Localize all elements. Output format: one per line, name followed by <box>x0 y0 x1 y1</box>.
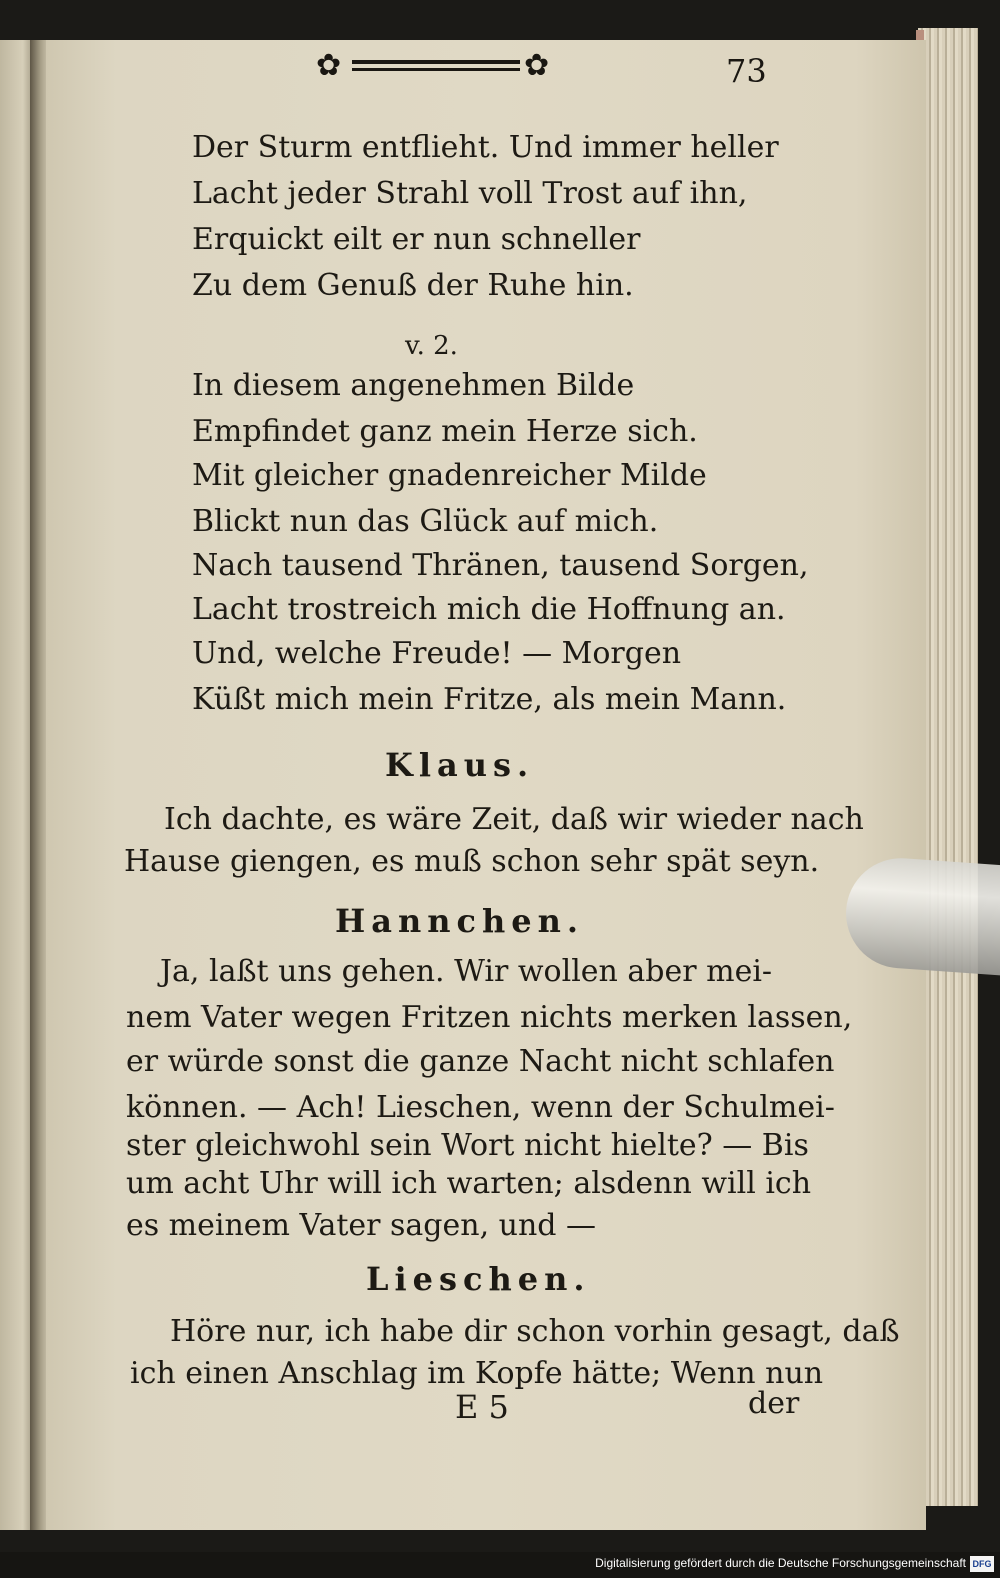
prose-line: nem Vater wegen Fritzen nichts merken lassen, <box>126 1000 853 1035</box>
ornament-rule <box>352 68 520 71</box>
verse-line: Mit gleicher gnadenreicher Milde <box>192 458 707 493</box>
verse-line: Der Sturm entflieht. Und immer heller <box>192 130 779 165</box>
prose-line: ster gleichwohl sein Wort nicht hielte? — Bis <box>126 1128 809 1163</box>
prose-line: Höre nur, ich habe dir schon vorhin gesagt, daß <box>170 1314 900 1349</box>
verse-number: v. 2. <box>405 331 458 361</box>
header-ornament <box>316 48 556 84</box>
prose-line: ich einen Anschlag im Kopfe hätte; Wenn nun <box>130 1356 824 1391</box>
prose-line: es meinem Vater sagen, und — <box>126 1208 597 1243</box>
prose-line: um acht Uhr will ich warten; alsdenn will ich <box>126 1166 812 1201</box>
ornament-flower-icon: ✿ <box>524 48 550 83</box>
verse-line: Lacht trostreich mich die Hoffnung an. <box>192 592 786 627</box>
funding-credit: Digitalisierung gefördert durch die Deutsche Forschungsgemeinschaft <box>595 1556 966 1570</box>
verse-line: Zu dem Genuß der Ruhe hin. <box>192 268 634 303</box>
ornament-flower-icon: ✿ <box>316 48 342 83</box>
speaker-heading: Klaus. <box>385 746 535 784</box>
verse-line: Lacht jeder Strahl voll Trost auf ihn, <box>192 176 748 211</box>
verse-line: Und, welche Freude! — Morgen <box>192 636 682 671</box>
page-number: 73 <box>726 52 767 90</box>
prose-line: Ja, laßt uns gehen. Wir wollen aber mei- <box>160 954 773 989</box>
signature-mark: E 5 <box>455 1388 509 1426</box>
verse-line: Blickt nun das Glück auf mich. <box>192 504 659 539</box>
page-stack-edge <box>918 28 978 1506</box>
verse-line: Nach tausend Thränen, tausend Sorgen, <box>192 548 809 583</box>
catchword: der <box>748 1386 800 1421</box>
verse-line: Erquickt eilt er nun schneller <box>192 222 641 257</box>
speaker-heading: Hannchen. <box>335 902 585 940</box>
dfg-logo: DFG <box>970 1556 994 1572</box>
verse-line: In diesem angenehmen Bilde <box>192 368 635 403</box>
prose-line: Ich dachte, es wäre Zeit, daß wir wieder nach <box>164 802 864 837</box>
verse-line: Empfindet ganz mein Herze sich. <box>192 414 698 449</box>
verse-line: Küßt mich mein Fritze, als mein Mann. <box>192 682 787 717</box>
prose-line: können. — Ach! Lieschen, wenn der Schulmei- <box>126 1090 835 1125</box>
speaker-heading: Lieschen. <box>366 1260 591 1298</box>
prose-line: Hause giengen, es muß schon sehr spät seyn. <box>124 844 820 879</box>
prose-line: er würde sonst die ganze Nacht nicht schlafen <box>126 1044 835 1079</box>
ornament-rule <box>352 60 520 64</box>
